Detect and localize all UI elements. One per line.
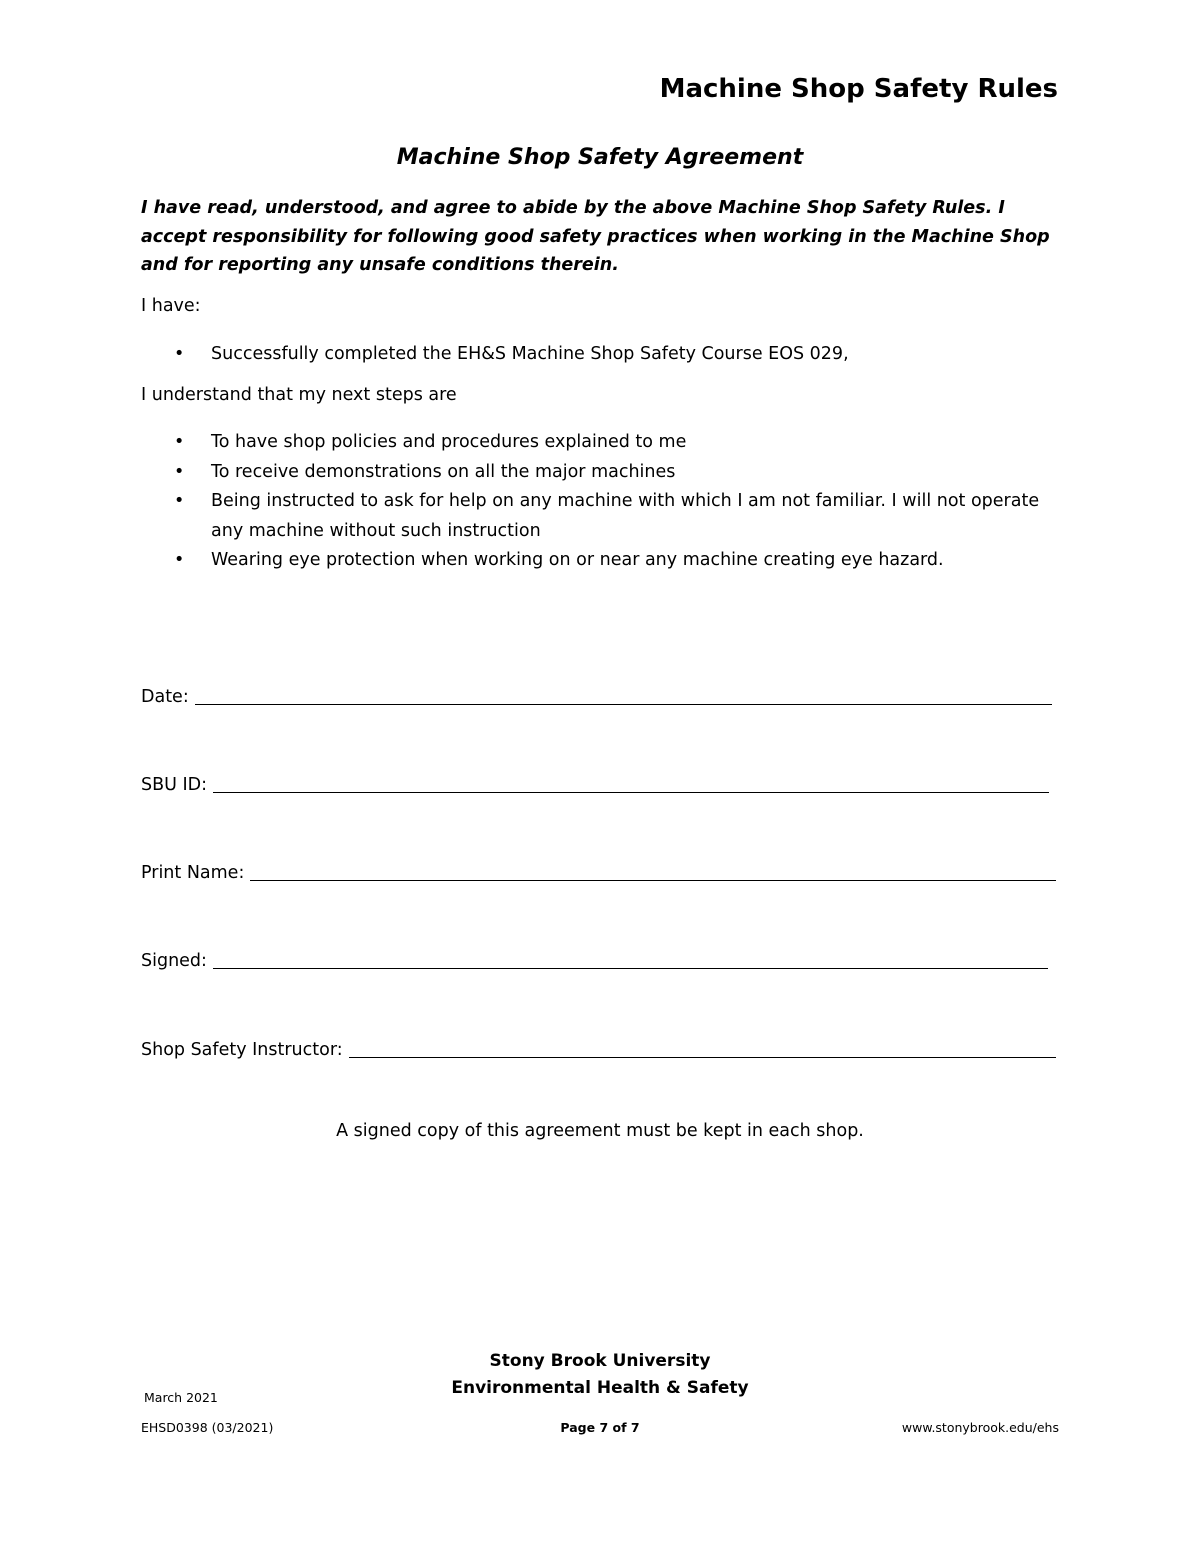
have-list — [141, 340, 1061, 370]
footer-page-number: Page 7 of 7 — [560, 1420, 640, 1435]
list-item — [141, 546, 1061, 576]
list-item — [141, 458, 1061, 488]
date-line[interactable] — [195, 682, 1052, 705]
footer-doc-code: EHSD0398 (03/2021) — [141, 1420, 274, 1435]
instructor-label: Shop Safety Instructor: — [141, 1040, 343, 1060]
steps-label: I understand that my next steps are — [141, 385, 457, 405]
instructor-field[interactable] — [141, 1031, 1056, 1061]
instructor-line[interactable] — [349, 1035, 1056, 1058]
print-name-field[interactable] — [141, 854, 1056, 884]
list-item-text: To have shop policies and procedures explained to me — [211, 432, 687, 452]
footer-url[interactable]: www.stonybrook.edu/ehs — [901, 1420, 1059, 1435]
bullet-icon: • — [174, 344, 185, 364]
date-field[interactable] — [141, 678, 1052, 708]
bullet-icon: • — [174, 550, 185, 570]
sbu-id-line[interactable] — [213, 770, 1049, 793]
agreement-note: A signed copy of this agreement must be kept in each shop. — [336, 1121, 864, 1141]
have-label: I have: — [141, 296, 201, 316]
list-item-text: Successfully completed the EH&S Machine Shop Safety Course EOS 029, — [211, 344, 849, 364]
list-item — [141, 340, 1061, 370]
agreement-title: Machine Shop Safety Agreement — [396, 145, 804, 170]
list-item — [141, 428, 1061, 458]
print-name-line[interactable] — [250, 858, 1056, 881]
footer-org-line1: Stony Brook University — [489, 1351, 711, 1371]
print-name-label: Print Name: — [141, 863, 245, 883]
signed-field[interactable] — [141, 942, 1048, 972]
steps-list — [141, 428, 1061, 576]
bullet-icon: • — [174, 432, 185, 452]
footer-org-line2: Environmental Health & Safety — [451, 1378, 749, 1398]
footer-date: March 2021 — [144, 1390, 218, 1405]
sbu-id-label: SBU ID: — [141, 775, 208, 795]
signed-line[interactable] — [213, 946, 1048, 969]
header-title: Machine Shop Safety Rules — [659, 74, 1058, 104]
date-label: Date: — [141, 687, 189, 707]
list-item — [141, 487, 1061, 546]
signed-label: Signed: — [141, 951, 207, 971]
list-item-text: Wearing eye protection when working on or near any machine creating eye hazard. — [211, 550, 944, 570]
bullet-icon: • — [174, 461, 185, 482]
list-item-text: To receive demonstrations on all the major machines — [211, 461, 676, 482]
bullet-icon: • — [174, 491, 185, 511]
sbu-id-field[interactable] — [141, 766, 1049, 796]
agreement-intro: I have read, understood, and agree to abide by the above Machine Shop Safety Rules. I accept responsibility for following good safety practices when working in the Machine Shop and for reporting any unsafe conditions therein. — [141, 198, 1050, 275]
list-item-text: Being instructed to ask for help on any machine with which I am not familiar. I will not operate any machine without such instruction — [211, 491, 1040, 541]
